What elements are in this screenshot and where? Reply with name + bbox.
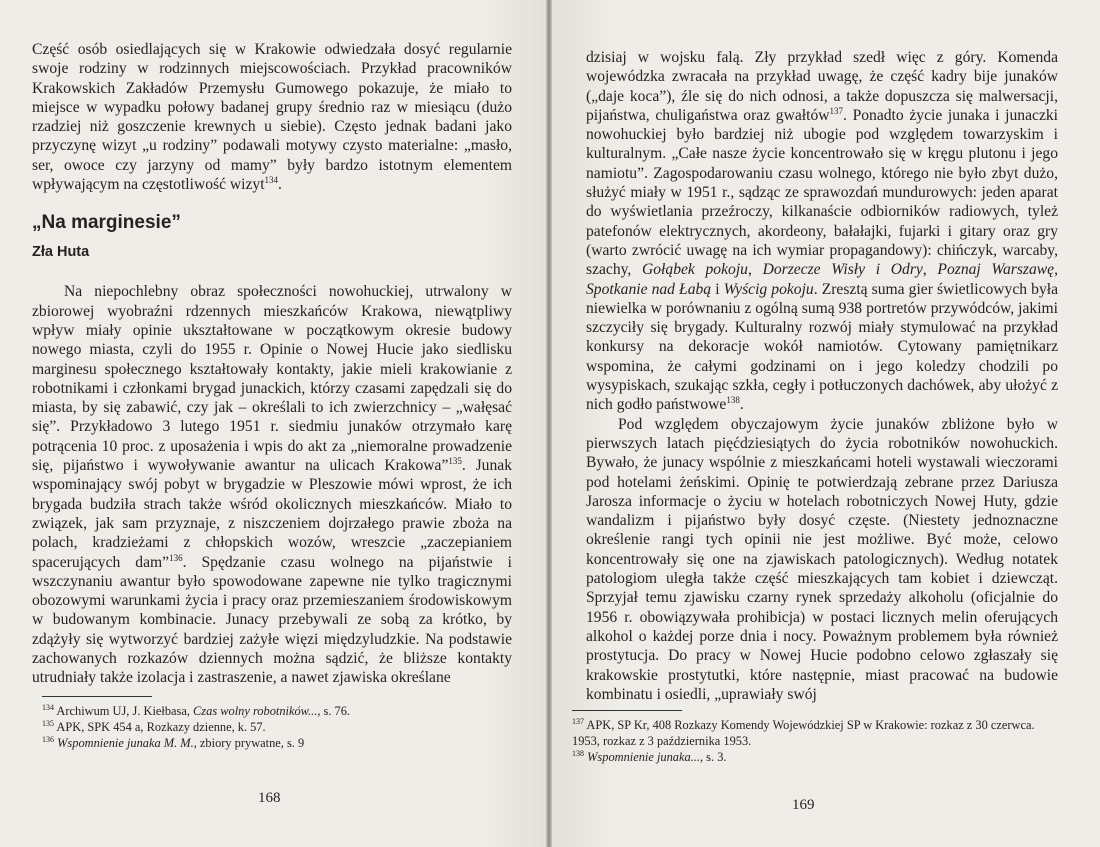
subsection-title: Zła Huta xyxy=(32,244,90,261)
left-footnotes xyxy=(42,696,512,751)
page-number-left: 168 xyxy=(258,790,281,806)
footnote-ref-137[interactable]: 137 xyxy=(829,105,843,116)
footnote-divider xyxy=(572,710,682,711)
right-paragraph-1: dzisiaj w wojsku falą. Zły przykład szedł więc z góry. Komenda wojewódzka zwracała na przykład uwagę, że część kadry bije junaków („daje koca”), źle się do nich odnosi, a także dopuszcza się malwersacji, pijaństwa, chuligaństwa oraz gwałtów$^{137}$. Ponadto życie junaka i junaczki nowohuckiej było bardziej niż ubogie pod względem towarzyskim i kulturalnym. „Całe nasze życie koncentrowało się w kręgu plutonu i jego namiotu”. Zagospodarowaniu czasu wolnego, którego nie było zbyt dużo, służyć miały w 1951 r., sądząc ze sprawozdań mundurowych: jeden aparat do wyświetlania przeźroczy, kilkanaście odbiorników radiowych, tyleż patefonów elektrycznych, akordeony, bałałajki, fujarki i gitary oraz gry (warto zwrócić uwagę na ich wymiar propagandowy): chińczyk, warcaby, szachy, Gołąbek pokoju, Dorzecze Wisły i Odry, Poznaj Warszawę, Spotkanie nad Łabą i Wyścig pokoju. Zresztą suma gier świetlicowych była niewielka w porównaniu z ogólną sumą 938 portretów przywódców, jakimi szczyciły się brygady. Kulturalny rozwój miały stymulować na przykład konkursy na dekoracje wokół namiotów. Cytowany pamiętnikarz wspomina, że całymi godzinami on i jego koledzy chodzili po wysypiskach, szukając szkła, cegły i potłuczonych dachówek, aby ułożyć z nich godło państwowe$^{138}$. xyxy=(586,49,1059,414)
footnote-138: $^{138}$ Wspomnienie junaka..., s. 3. xyxy=(572,748,727,764)
footnote-136: $^{136}$ Wspomnienie junaka M. M., zbiory prywatne, s. 9 xyxy=(42,734,305,750)
left-page xyxy=(0,0,546,847)
section-title: „Na marginesie” xyxy=(32,212,181,234)
footnote-ref-134[interactable]: 134 xyxy=(264,174,279,185)
footnote-134: $^{134}$ Archiwum UJ, J. Kiełbasa, Czas wolny robotników..., s. 76. xyxy=(42,702,351,718)
left-paragraph-2: Na niepochlebny obraz społeczności nowohuckiej, utrwalony w zbiorowej wyobraźni rdzennych mieszkańców Krakowa, niewątpliwy wpływ miały opinie ukształtowane w początkowym okresie budowy nowego miasta, czyli do 1955 r. Opinie o Nowej Hucie jako siedlisku marginesu społecznego kształtowały kontakty, jakie mieli krakowianie z robotnikami i członkami brygad junackich, którzy czasami zapędzali się do miasta, by się zabawić, czy jak – określali to ich zwierzchnicy – „wałęsać się”. Przykładowo 3 lutego 1951 r. siedmiu junaków otrzymało karę potrącenia 10 proc. z uposażenia i wpis do akt za „niemoralne prowadzenie się, pijaństwo i wywoływanie awantur na ulicach Krakowa”$^{135}$. Junak wspominający swój pobyt w brygadzie w Pleszowie mówi wprost, że ich brygada budziła strach także wśród okolicznych mieszkańców. Miało to związek, jak sam przyznaje, z niszczeniem dojrzałego prawie zboża na polach, kradzieżami z chłopskich wozów, wreszcie „zaczepianiem spacerujących dam”$^{136}$. Spędzanie czasu wolnego na pijaństwie i wszczynaniu awantur było spowodowane zapewne nie tylko tragicznymi obozowymi warunkami życia i pracy oraz przemieszaniem środowiskowym w budowanym kombinacie. Junacy przebywali ze sobą za krótko, by zdążyły się wytworzyć bardziej zażyłe więzi międzyludzkie. Na podstawie zachowanych rozkazów dziennych można sądzić, że bliższe kontakty utrudniały także izolacja i zastraszenie, a nawet zjawiska określane xyxy=(32,283,512,687)
footnote-ref-135[interactable]: 135 xyxy=(448,455,462,466)
footnote-divider xyxy=(42,696,152,697)
page-number-right: 169 xyxy=(792,797,815,813)
footnote-ref-136[interactable]: 136 xyxy=(169,552,183,563)
footnote-135: $^{135}$ APK, SPK 454 a, Rozkazy dzienne, k. 57. xyxy=(42,718,266,734)
right-paragraph-2: Pod względem obyczajowym życie junaków zbliżone było w pierwszych latach pięćdziesiątych do życia robotników nowohuckich. Bywało, że junacy wspólnie z mieszkańcami hoteli wystawali wieczorami pod hotelami żeńskimi. Opinię te potwierdzają zebrane przez Dariusza Jarosza informacje o życiu w hotelach robotniczych Nowej Huty, gdzie wandalizm i pijaństwo były dosyć częste. (Niestety jednoznaczne określenie rangi tych opinii nie jest możliwe. Być może, celowo koncentrowały się one na zjawiskach patologicznych). Według notatek patologiom uległa także część mieszkających tam kobiet i dziewcząt. Sprzyjał temu zjawisku czarny rynek sprzedaży alkoholu (oficjalnie do 1956 r. obowiązywała prohibicja) w postaci licznych melin oferujących alkohol o każdej porze dnia i nocy. Poważnym problemem była również prostytucja. Do pracy w Nowej Hucie podobno celowo zgłaszały się krakowskie prostytutki, które następnie, miast pracować na budowie kombinatu i osiedli, „uprawiały swój xyxy=(586,415,1058,703)
right-page xyxy=(552,0,1100,847)
right-footnotes xyxy=(572,710,1058,765)
left-paragraph-1: Część osób osiedlających się w Krakowie odwiedzała dosyć regularnie swoje rodziny w rodzinnych miejscowościach. Przykład pracowników Krakowskich Zakładów Przemysłu Gumowego pokazuje, że miało to miejsce w wypadku połowy badanej grupy średnio raz w miesiącu (dużo rzadziej niż goszczenie krewnych u siebie). Często jednak badani jako przyczynę wizyt „u rodziny” podawali motywy czysto materialne: „masło, ser, owoce czy jarzyny od mamy” były bardzo istotnym elementem wpływającym na częstotliwość wizyt$^{134}$. xyxy=(32,41,512,194)
footnote-137: $^{137}$ APK, SP Kr, 408 Rozkazy Komendy Wojewódzkiej SP w Krakowie: rozkaz z 30 czerwca. 1953, rozkaz z 3 października 1953. xyxy=(572,716,1035,748)
footnote-ref-138[interactable]: 138 xyxy=(726,395,740,406)
